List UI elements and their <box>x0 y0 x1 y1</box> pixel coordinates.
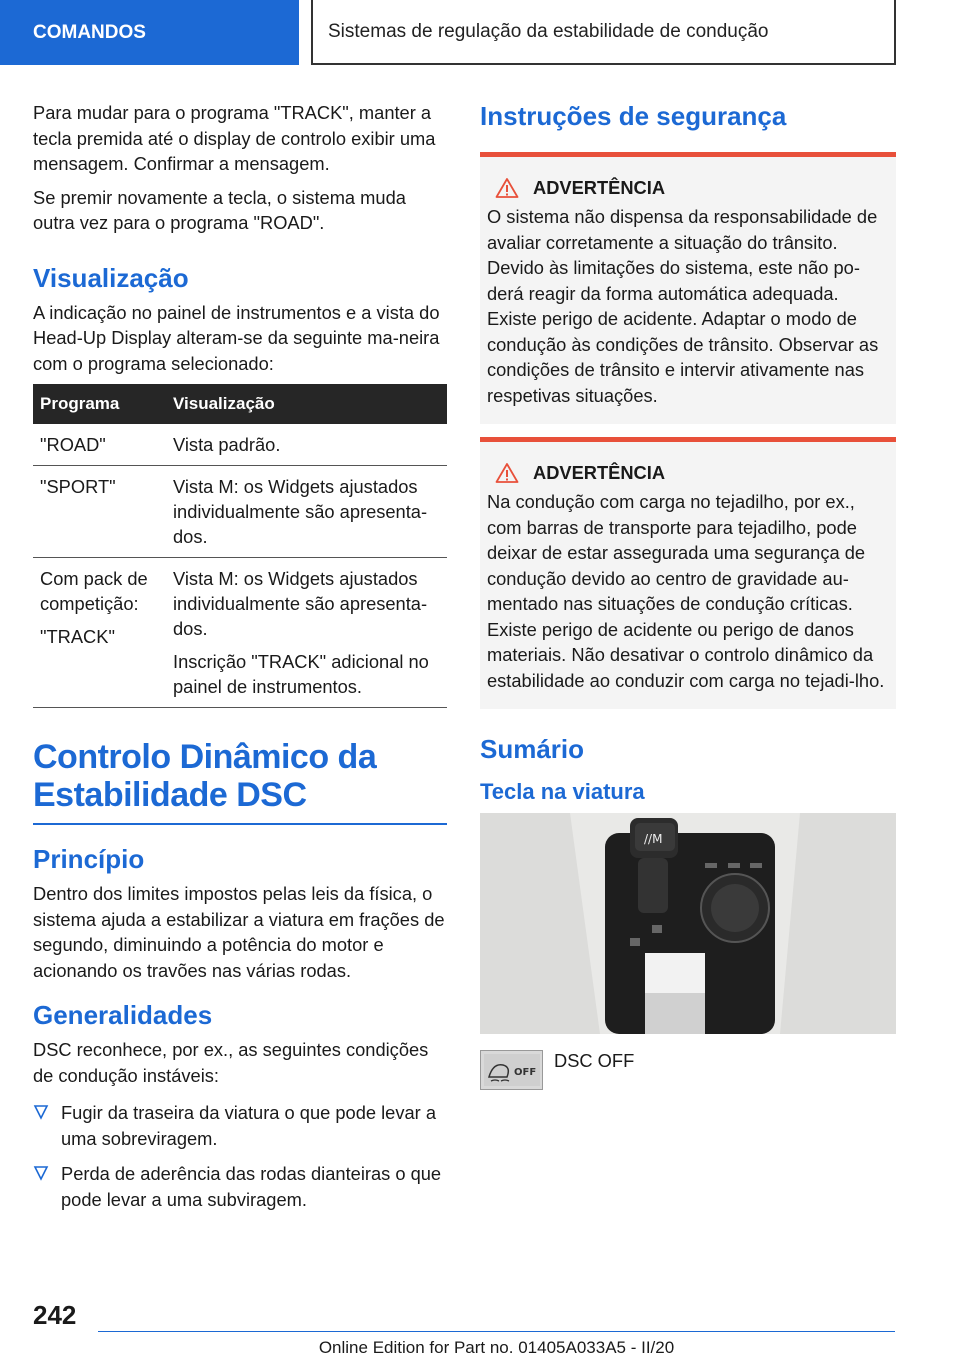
warning-text: Na condução com carga no tejadilho, por ex., com barras de transporte para tejadilho, pode deixar de estar assegurada uma segurança de condução devido ao centro de gravidade au-mentado nas situações de condução críticas. Existe perigo de acidente ou perigo de danos materiais. Não desativar o controlo dinâmico da estabilidade ao conduzir com carga no tejadi-lho. <box>487 491 885 691</box>
center-console-illustration <box>480 813 896 1034</box>
warning-header <box>487 462 888 484</box>
right-column <box>480 100 896 1090</box>
table-header-display: Visualização <box>166 384 447 424</box>
cell-text: Vista M: os Widgets ajustados individualmente são apresenta-dos. <box>173 568 428 639</box>
table-cell-display <box>166 558 447 708</box>
page-number: 242 <box>33 1300 77 1330</box>
table-row <box>33 558 447 708</box>
triangle-bullet-icon <box>33 1103 49 1121</box>
program-table <box>33 384 447 708</box>
cell-text: Com pack de competição: <box>40 568 148 614</box>
left-column <box>33 100 447 1222</box>
cell-text: "SPORT" <box>40 476 116 497</box>
table-cell-program <box>33 558 166 708</box>
visualization-text: A indicação no painel de instrumentos e a vista do Head-Up Display alteram-se da seguinte ma-neira com o programa selecionado: <box>33 301 440 374</box>
warning-box <box>480 152 896 424</box>
list-item-text: Fugir da traseira da viatura o que pode levar a uma sobreviragem. <box>61 1102 436 1149</box>
dsc-off-row <box>480 1050 896 1090</box>
intro-paragraph-2: Se premir novamente a tecla, o sistema muda outra vez para o programa "ROAD". <box>33 186 406 233</box>
cell-text: "TRACK" <box>40 626 115 647</box>
table-cell-display <box>166 424 447 466</box>
warning-box <box>480 437 896 709</box>
table-cell-display <box>166 466 447 558</box>
safety-heading: Instruções de segurança <box>480 101 787 131</box>
chapter-title-label: Sistemas de regulação da estabilidade de condução <box>328 20 769 42</box>
cell-text: Inscrição "TRACK" adicional no painel de instrumentos. <box>173 651 429 697</box>
table-header-program: Programa <box>33 384 166 424</box>
footer-divider <box>98 1331 895 1332</box>
warning-title: ADVERTÊNCIA <box>533 177 666 198</box>
cell-text: "ROAD" <box>40 434 106 455</box>
list-item <box>33 1100 447 1151</box>
dsc-heading: Controlo Dinâmico da Estabilidade DSC <box>33 738 447 825</box>
triangle-bullet-icon <box>33 1164 49 1182</box>
general-heading: Generalidades <box>33 1000 213 1030</box>
table-row <box>33 424 447 466</box>
warning-triangle-icon <box>495 462 519 484</box>
footer-edition: Online Edition for Part no. 01405A033A5 - II/20 <box>318 1338 675 1357</box>
warning-header <box>487 177 888 199</box>
condition-list <box>33 1100 447 1212</box>
warning-triangle-icon <box>495 177 519 199</box>
visualization-heading: Visualização <box>33 262 189 293</box>
center-console-photo <box>480 813 896 1034</box>
list-item <box>33 1161 447 1212</box>
intro-paragraph-1: Para mudar para o programa "TRACK", manter a tecla premida até o display de controlo exibir uma mensagem. Confirmar a mensagem. <box>33 102 436 174</box>
key-heading: Tecla na viatura <box>480 779 645 804</box>
svg-text://M: //M <box>644 832 663 846</box>
summary-heading: Sumário <box>480 734 585 764</box>
cell-text: Vista M: os Widgets ajustados individualmente são apresenta-dos. <box>173 476 428 547</box>
warning-text: O sistema não dispensa da responsabilidade de avaliar corretamente a situação do trânsito. Devido às limitações do sistema, este não po-derá reagir da forma automática adequada. Existe perigo de acidente. Adaptar o modo de condução às condições de trânsito. Observar as condições de trânsito e intervir ativamente nas respetivas situações. <box>487 206 879 406</box>
chapter-title <box>311 0 896 65</box>
section-tab-label: COMANDOS <box>33 21 146 43</box>
principle-text: Dentro dos limites impostos pelas leis da física, o sistema ajuda a estabilizar a viatura em frações de segundo, diminuindo a potência do motor e acionando os travões nas várias rodas. <box>33 883 445 981</box>
section-tab <box>0 0 299 65</box>
svg-text:OFF: OFF <box>513 1067 536 1078</box>
table-header-row <box>33 384 447 424</box>
cell-text: Vista padrão. <box>173 434 281 455</box>
general-text: DSC reconhece, por ex., as seguintes condições de condução instáveis: <box>33 1039 429 1086</box>
table-row <box>33 466 447 558</box>
dsc-off-button-icon <box>480 1050 543 1090</box>
principle-heading: Princípio <box>33 844 145 874</box>
table-cell-program <box>33 466 166 558</box>
dsc-off-label: DSC OFF <box>554 1050 635 1071</box>
warning-title: ADVERTÊNCIA <box>533 462 666 483</box>
table-cell-program <box>33 424 166 466</box>
list-item-text: Perda de aderência das rodas dianteiras o que pode levar a uma subviragem. <box>61 1163 442 1210</box>
